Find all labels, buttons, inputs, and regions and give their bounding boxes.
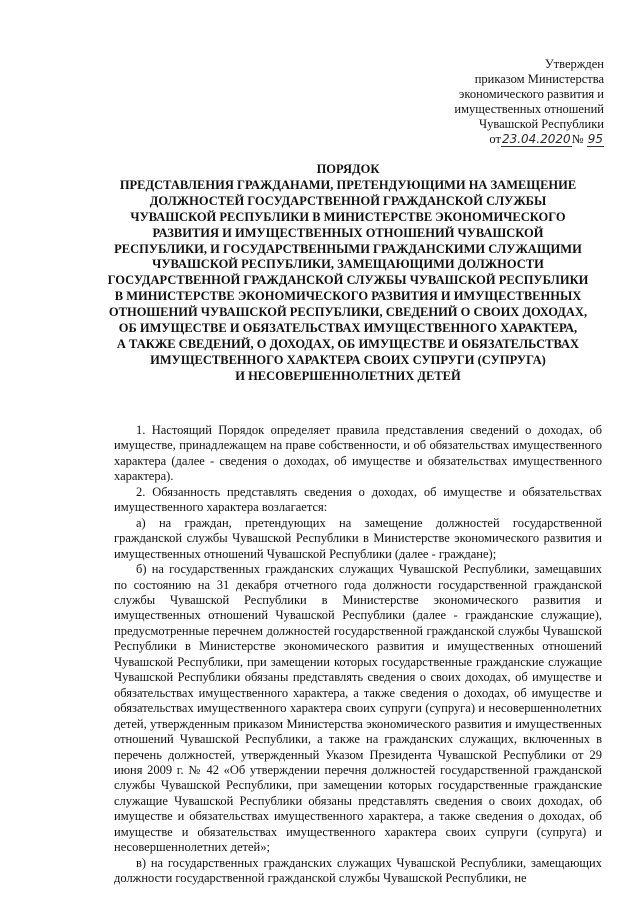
title-line: ЧУВАШСКОЙ РЕСПУБЛИКИ В МИНИСТЕРСТВЕ ЭКОНОМИЧЕСКОГО [130,209,566,224]
paragraph-2b: б) на государственных гражданских служащих Чувашской Республики, замещавших по состоянию на 31 декабря отчетного года должности государственной гражданской службы Чувашской Республики в Министерстве экономического развития и имущественных отношений Чувашской Республики (далее - гражданские служащие), предусмотренные перечнем должностей государственной гражданской службы Чувашской Республики в Министерстве экономического развития и имущественных отношений Чувашской Республики, при замещении которых государственные гражданские служащие Чувашской Республики обязаны представлять сведения о своих доходах, об имуществе и обязательствах имущественного характера, а также сведения о доходах, об имуществе и обязательствах имущественного характера своих супруги (супруга) и несовершеннолетних детей, утвержденным приказом Министерства экономического развития и имущественных отношений Чувашской Республики, а также на гражданских служащих, включенных в перечень должностей, утвержденный Указом Президента Чувашской Республики от 29 июня 2009 г. № 42 «Об утверждении перечня должностей государственной гражданской службы Чувашской Республики, при замещении которых государственные гражданские служащие Чувашской Республики обязаны представлять сведения о своих доходах, об имуществе и обязательствах имущественного характера, а также сведения о доходах, об имуществе и обязательствах имущественного характера своих супруги (супруга) и несовершеннолетних детей»; [114,562,602,855]
approval-line: имущественных отношений [454,102,604,116]
title-line: ОТНОШЕНИЙ ЧУВАШСКОЙ РЕСПУБЛИКИ, СВЕДЕНИЙ О СВОИХ ДОХОДАХ, [108,305,588,320]
title-line: ЧУВАШСКОЙ РЕСПУБЛИКИ, ЗАМЕЩАЮЩИМИ ДОЛЖНОСТИ [152,257,544,272]
approval-line: приказом Министерства [474,72,604,86]
paragraph-2a: а) на граждан, претендующих на замещение должностей государственной гражданской службы Чувашской Республики в Министерстве экономического развития и имущественных отношений Чувашской Республики (далее - граждане); [114,515,602,561]
document-body [114,423,602,887]
title-line: ГОСУДАРСТВЕННОЙ ГРАЖДАНСКОЙ СЛУЖБЫ ЧУВАШСКОЙ РЕСПУБЛИКИ [107,273,589,288]
handwritten-number: 95 [587,132,603,146]
approval-date-line [420,132,604,147]
approval-line: Чувашской Республики [478,117,604,131]
title-line: РАЗВИТИЯ И ИМУЩЕСТВЕННЫХ ОТНОШЕНИЙ ЧУВАШСКОЙ [152,225,544,240]
title-line: РЕСПУБЛИКИ, И ГОСУДАРСТВЕННЫМИ ГРАЖДАНСКИМИ СЛУЖАЩИМИ [114,241,582,256]
approval-line: Утвержден [544,57,604,71]
approval-line: экономического развития и [459,87,604,101]
title-line: ОБ ИМУЩЕСТВЕ И ОБЯЗАТЕЛЬСТВАХ ИМУЩЕСТВЕННОГО ХАРАКТЕРА, [118,321,578,336]
approval-stamp [420,57,604,147]
paragraph-2v: в) на государственных гражданских служащих Чувашской Республики, замещающих должности государственной гражданской службы Чувашской Республики, не [114,855,602,886]
document-title [94,162,602,385]
title-line: И НЕСОВЕРШЕННОЛЕТНИХ ДЕТЕЙ [235,368,461,383]
title-line: ПОРЯДОК [316,162,380,176]
number-prefix: № [571,132,584,146]
title-line: А ТАКЖЕ СВЕДЕНИЙ, О ДОХОДАХ, ОБ ИМУЩЕСТВЕ И ОБЯЗАТЕЛЬСТВАХ [116,336,580,351]
handwritten-date: 23.04.2020 [501,132,571,146]
paragraph-1: 1. Настоящий Порядок определяет правила представления сведений о доходах, об имуществе, принадлежащем на праве собственности, и об обязательствах имущественного характера (далее - сведения о доходах, об имуществе и обязательствах имущественного характера). [114,423,602,484]
paragraph-2: 2. Обязанность представлять сведения о доходах, об имуществе и обязательствах имущественного характера возлагается: [114,484,602,515]
date-prefix: от [489,132,501,146]
title-line: ДОЛЖНОСТЕЙ ГОСУДАРСТВЕННОЙ ГРАЖДАНСКОЙ СЛУЖБЫ [149,193,547,208]
title-line: ПРЕДСТАВЛЕНИЯ ГРАЖДАНАМИ, ПРЕТЕНДУЮЩИМИ НА ЗАМЕЩЕНИЕ [119,177,577,192]
title-line: ИМУЩЕСТВЕННОГО ХАРАКТЕРА СВОИХ СУПРУГИ (СУПРУГА) [150,352,546,367]
title-line: В МИНИСТЕРСТВЕ ЭКОНОМИЧЕСКОГО РАЗВИТИЯ И ИМУЩЕСТВЕННЫХ [114,289,582,304]
